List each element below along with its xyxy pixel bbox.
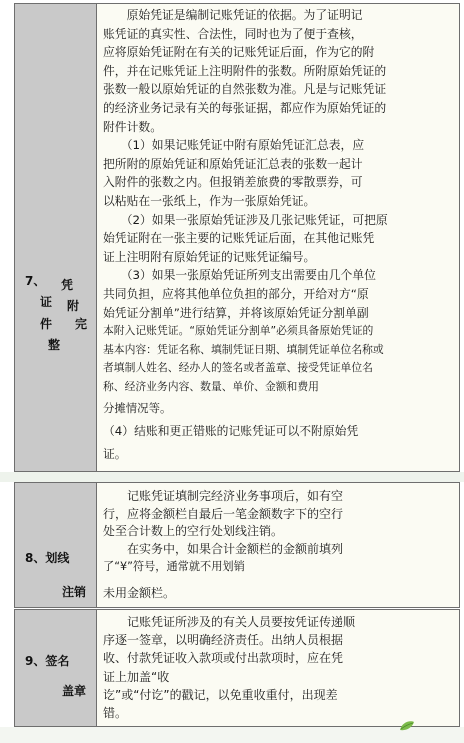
text-line: 分摊情况等。 — [103, 401, 172, 416]
section-7-label-char: 件 — [40, 317, 53, 331]
text-line: 记账凭证填制完经济业务事项后，如有空 — [103, 489, 344, 503]
text-line: （3）如果一张原始凭证所列支出需要由几个单位 — [103, 268, 376, 283]
section-8-label-cell — [15, 483, 97, 607]
section-7-label-char: 证 — [40, 295, 53, 309]
section-7-label-char: 整 — [48, 338, 61, 352]
section-7-label-char: 附 — [67, 299, 80, 313]
text-line: 在实务中，如果合计金额栏的金额前填列 — [103, 541, 344, 556]
section-8-content-cell — [97, 483, 459, 607]
text-line: 原始凭证是编制记账凭证的依据。为了证明记 — [103, 8, 363, 22]
text-line: 以粘贴在一张纸上，作为一张原始凭证。 — [103, 193, 316, 208]
text-line: 的经济业务记录有关的每张证据，都应作为原始凭证的 — [103, 100, 387, 115]
leaf-icon — [398, 720, 416, 732]
text-line: 讫”或“付讫”的戳记，以免重收重付，出现差 — [103, 687, 338, 702]
text-line: 始凭证分割单”进行结算，并将该原始凭证分割单副 — [103, 305, 369, 320]
section-8-text — [103, 488, 455, 610]
section-7-label-char: 完 — [75, 317, 88, 331]
text-line: （2）如果一张原始凭证涉及几张记账凭证，可把原 — [103, 212, 388, 227]
text-line: 了“¥”符号，通常就不用划销 — [103, 560, 245, 573]
text-line: 应将原始凭证附在有关的记账凭证后面，作为它的附 — [103, 45, 375, 60]
text-line: 序逐一签章，以明确经济责任。出纳人员根据 — [103, 633, 344, 648]
section-9-label-cell — [15, 610, 97, 726]
text-line: 称、经济业务内容、数量、单价、金额和费用 — [103, 379, 319, 393]
text-line: 件，并在记账凭证上注明附件的张数。所附原始凭证的 — [103, 63, 387, 78]
text-line: 账凭证的真实性、合法性，同时也为了便于查核， — [103, 26, 363, 41]
section-8-label-sub: 注销 — [62, 585, 87, 599]
section-7-content-cell — [97, 4, 459, 471]
text-line: 处至合计数上的空行处划线注销。 — [103, 524, 284, 538]
section-7-label-char: 凭 — [61, 278, 74, 292]
section-7-row — [14, 3, 460, 472]
section-9-content-cell — [97, 610, 459, 726]
text-line: 证。 — [103, 447, 127, 462]
text-line: 证上注明附有原始凭证的记账凭证编号。 — [103, 249, 316, 264]
section-9-label-sub: 盖章 — [62, 684, 87, 698]
section-9-label-title: 9、签名 — [25, 654, 70, 668]
text-line: 错。 — [103, 706, 128, 721]
text-line: 收、付款凭证收入款项或付出款项时，应在凭 — [103, 651, 344, 666]
section-7-label-cell — [15, 4, 97, 471]
text-line: 共同负担，应将其他单位负担的部分，开给对方“原 — [103, 286, 369, 301]
text-line: 者填制人姓名、经办人的签名或者盖章、接受凭证单位名 — [103, 361, 373, 375]
text-line: 附件计数。 — [103, 119, 162, 134]
section-7-text — [103, 6, 455, 466]
text-line: （4）结账和更正错账的记账凭证可以不附原始凭 — [103, 424, 359, 439]
bottom-strip — [0, 727, 464, 743]
text-line: 证上加盖“收 — [103, 669, 170, 684]
text-line: 基本内容：凭证名称、填制凭证日期、填制凭证单位名称或 — [103, 342, 384, 356]
section-gap — [0, 472, 464, 482]
section-7-label-number: 7、 — [25, 274, 46, 288]
text-line: 始凭证附在一张主要的记账凭证后面，在其他记账凭 — [103, 231, 375, 246]
text-line: 张数一般以原始凭证的自然张数为准。凡是与记账凭证 — [103, 82, 387, 97]
section-8-label-title: 8、划线 — [25, 551, 70, 565]
text-line: 记账凭证所涉及的有关人员要按凭证传递顺 — [103, 615, 356, 629]
section-9-text — [103, 613, 455, 722]
section-9-row — [14, 609, 460, 727]
section-8-row — [14, 482, 460, 608]
text-line: 把所附的原始凭证和原始凭证汇总表的张数一起计 — [103, 156, 363, 171]
text-line: 本附入记账凭证。“原始凭证分割单”必须具备原始凭证的 — [103, 324, 374, 338]
text-line: （1）如果记账凭证中附有原始凭证汇总表，应 — [103, 138, 365, 153]
text-line: 未用金额栏。 — [103, 585, 176, 600]
text-line: 行，应将金额栏自最后一笔金额数字下的空行 — [103, 506, 344, 521]
text-line: 入附件的张数之内。但报销差旅费的零散票券，可 — [103, 175, 363, 190]
